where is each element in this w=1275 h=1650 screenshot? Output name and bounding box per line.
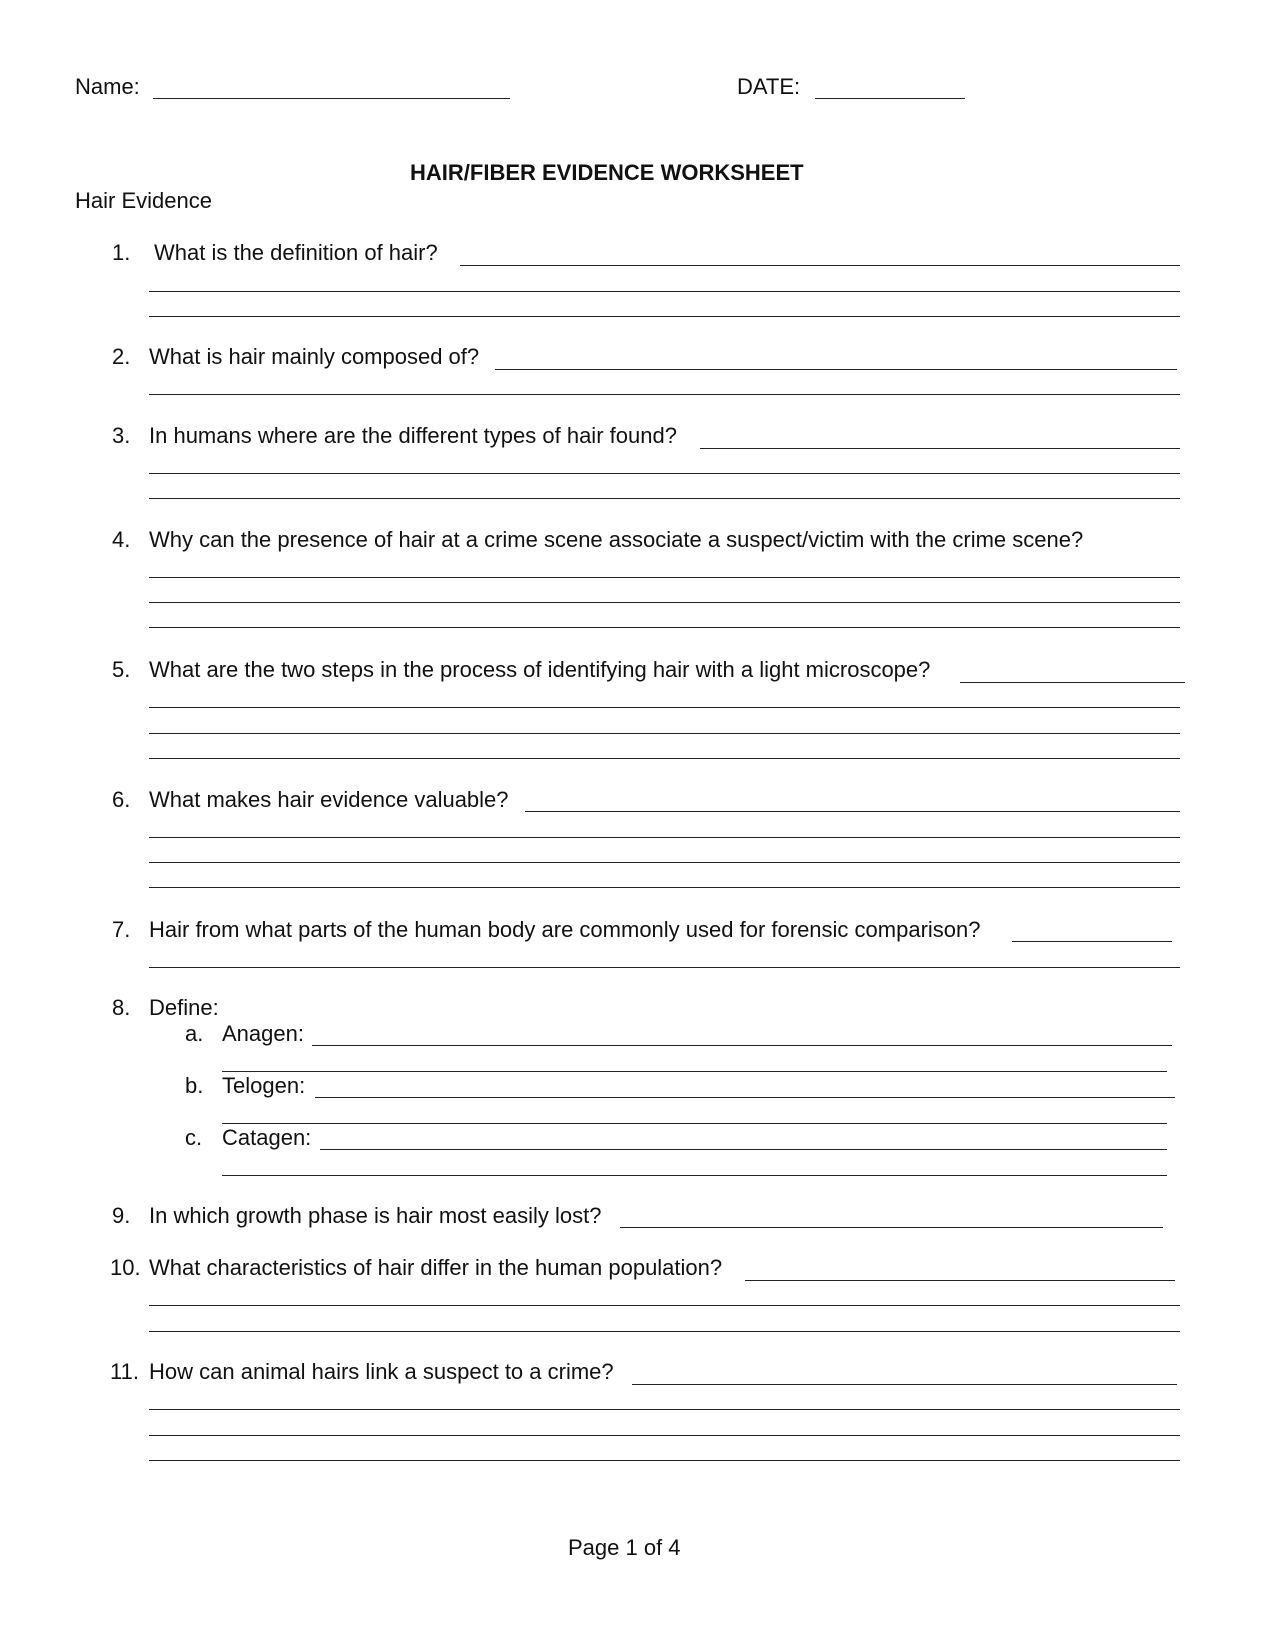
- answer-line[interactable]: [222, 1175, 1167, 1176]
- answer-line[interactable]: [149, 627, 1180, 628]
- question-10-text: What characteristics of hair differ in the human population?: [149, 1255, 723, 1280]
- answer-line[interactable]: [149, 1305, 1180, 1306]
- question-1-number: 1.: [112, 240, 131, 265]
- answer-line[interactable]: [149, 837, 1180, 838]
- answer-line[interactable]: [149, 887, 1180, 888]
- question-6-text: What makes hair evidence valuable?: [149, 787, 509, 812]
- section-heading: Hair Evidence: [75, 188, 212, 213]
- answer-line[interactable]: [312, 1045, 1172, 1046]
- question-4-text: Why can the presence of hair at a crime scene associate a suspect/victim with the crime scene?: [149, 527, 1084, 552]
- date-field[interactable]: [815, 98, 965, 99]
- define-a-letter: a.: [185, 1021, 204, 1046]
- question-5-text: What are the two steps in the process of identifying hair with a light microscope?: [149, 657, 931, 682]
- question-1-text: What is the definition of hair?: [154, 240, 438, 265]
- question-2-number: 2.: [112, 344, 131, 369]
- answer-line[interactable]: [320, 1149, 1167, 1150]
- answer-line[interactable]: [149, 967, 1180, 968]
- date-label: DATE:: [737, 74, 801, 99]
- answer-line[interactable]: [222, 1123, 1167, 1124]
- answer-line[interactable]: [149, 707, 1180, 708]
- answer-line[interactable]: [149, 862, 1180, 863]
- answer-line[interactable]: [745, 1280, 1175, 1281]
- answer-line[interactable]: [149, 758, 1180, 759]
- question-3-number: 3.: [112, 423, 131, 448]
- question-9-text: In which growth phase is hair most easily lost?: [149, 1203, 602, 1228]
- define-b-letter: b.: [185, 1073, 204, 1098]
- question-8-number: 8.: [112, 995, 131, 1020]
- answer-line[interactable]: [700, 448, 1180, 449]
- answer-line[interactable]: [149, 1460, 1180, 1461]
- answer-line[interactable]: [149, 577, 1180, 578]
- answer-line[interactable]: [149, 1435, 1180, 1436]
- answer-line[interactable]: [525, 811, 1180, 812]
- question-5-number: 5.: [112, 657, 131, 682]
- answer-line[interactable]: [149, 316, 1180, 317]
- define-catagen-label: Catagen:: [222, 1125, 312, 1150]
- answer-line[interactable]: [222, 1071, 1167, 1072]
- name-field[interactable]: [153, 98, 510, 99]
- answer-line[interactable]: [495, 369, 1177, 370]
- answer-line[interactable]: [149, 498, 1180, 499]
- answer-line[interactable]: [315, 1097, 1175, 1098]
- define-telogen-label: Telogen:: [222, 1073, 306, 1098]
- answer-line[interactable]: [1012, 941, 1172, 942]
- answer-line[interactable]: [149, 291, 1180, 292]
- answer-line[interactable]: [149, 1331, 1180, 1332]
- question-6-number: 6.: [112, 787, 131, 812]
- question-10-number: 10.: [110, 1255, 141, 1280]
- worksheet-title: HAIR/FIBER EVIDENCE WORKSHEET: [410, 160, 804, 185]
- answer-line[interactable]: [149, 602, 1180, 603]
- question-2-text: What is hair mainly composed of?: [149, 344, 480, 369]
- answer-line[interactable]: [149, 733, 1180, 734]
- answer-line[interactable]: [149, 1409, 1180, 1410]
- answer-line[interactable]: [960, 682, 1185, 683]
- define-anagen-label: Anagen:: [222, 1021, 304, 1046]
- name-label: Name:: [75, 74, 140, 99]
- answer-line[interactable]: [149, 473, 1180, 474]
- define-c-letter: c.: [185, 1125, 203, 1150]
- question-9-number: 9.: [112, 1203, 131, 1228]
- question-7-number: 7.: [112, 917, 131, 942]
- answer-line[interactable]: [460, 265, 1180, 266]
- question-7-text: Hair from what parts of the human body are commonly used for forensic comparison?: [149, 917, 981, 942]
- question-11-number: 11.: [110, 1359, 139, 1384]
- question-4-number: 4.: [112, 527, 131, 552]
- answer-line[interactable]: [632, 1384, 1177, 1385]
- answer-line[interactable]: [620, 1227, 1163, 1228]
- question-11-text: How can animal hairs link a suspect to a crime?: [149, 1359, 614, 1384]
- question-3-text: In humans where are the different types of hair found?: [149, 423, 677, 448]
- question-8-text: Define:: [149, 995, 219, 1020]
- answer-line[interactable]: [149, 394, 1180, 395]
- page-number: Page 1 of 4: [568, 1535, 681, 1560]
